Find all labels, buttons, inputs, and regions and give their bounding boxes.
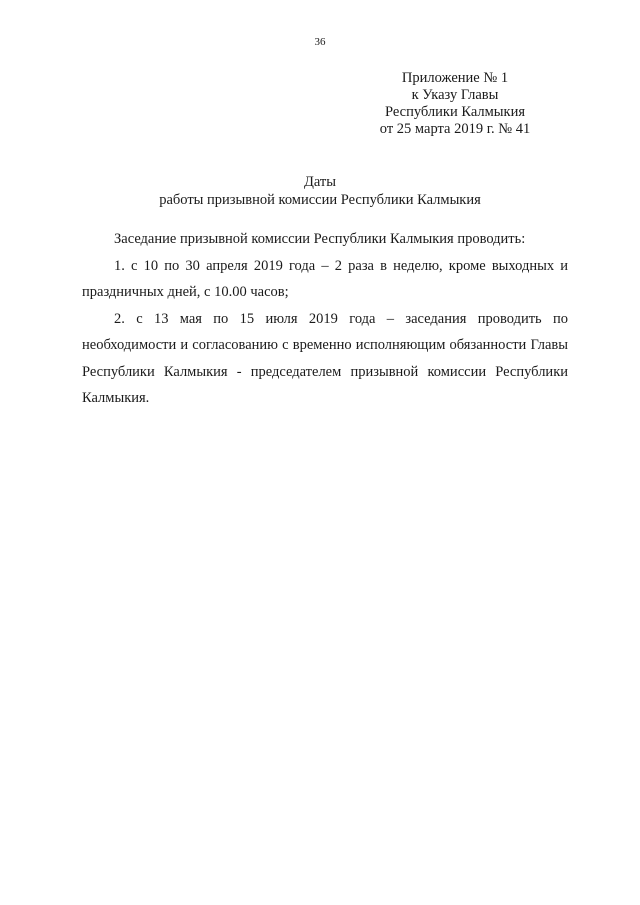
appendix-line-4: от 25 марта 2019 г. № 41: [379, 121, 531, 137]
item-2-paragraph: 2. с 13 мая по 15 июля 2019 года – заседания проводить по необходимости и согласованию с временно исполняющим обязанности Главы Республики Калмыкия - председателем призывной комиссии Республики Калмыкия.: [82, 310, 568, 406]
document-body: [82, 226, 568, 412]
appendix-line-2: к Указу Главы: [411, 87, 499, 103]
appendix-line-1: Приложение № 1: [401, 70, 509, 86]
appendix-block: [330, 70, 580, 138]
intro-paragraph: Заседание призывной комиссии Республики Калмыкия проводить:: [114, 231, 526, 247]
title-line-1: Даты: [303, 174, 337, 190]
title-line-2: работы призывной комиссии Республики Калмыкия: [159, 192, 481, 208]
page-number: 36: [314, 36, 326, 48]
document-title: [0, 173, 640, 209]
appendix-line-3: Республики Калмыкия: [384, 104, 526, 120]
item-1-paragraph: 1. с 10 по 30 апреля 2019 года – 2 раза в неделю, кроме выходных и праздничных дней, с 10.00 часов;: [82, 257, 568, 300]
